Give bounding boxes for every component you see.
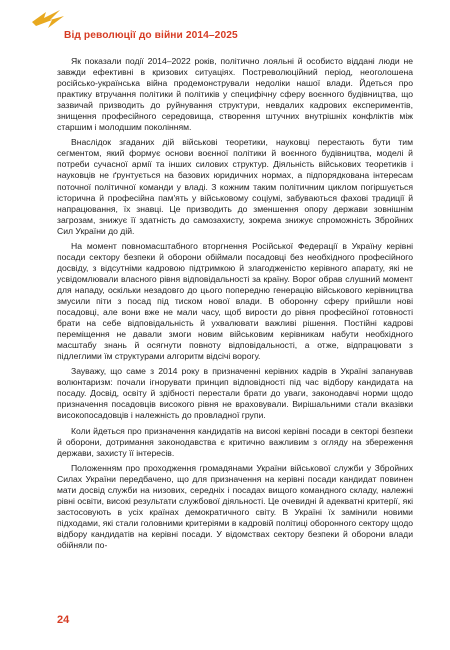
paragraph-4: Зауважу, що саме з 2014 року в призначенні керівних кадрів в Україні запанував волюнтаризм: почали ігнорувати принцип відповідності під час відбору кандидата на посаду. Досвід, освіту й здібності перестали брати до уваги, законодавчі норми щодо призначення посадовців високого рівня не враховували. Вирішальними стали вказівки високопосадовців і належність до провладної групи. xyxy=(57,366,413,421)
paragraph-5: Коли йдеться про призначення кандидатів на високі керівні посади в секторі безпеки й оборони, дотримання законодавства є критично важливим з огляду на збереження держави, захисту її інтересів. xyxy=(57,425,413,458)
page-number: 24 xyxy=(57,614,70,626)
paragraph-3: На момент повномасштабного вторгнення Російської Федерації в Україну керівні посади сектору безпеки й оборони обіймали посадовці без необхідного професійного досвіду, з відсутніми кадровою підтримкою й злагодженістю керівного апарату, які не усвідомлювали власного рівня відповідальності за країну. Ворог обрав слушний момент для нападу, оскільки незадовго до цього попередню генерацію військового керівництва змусили піти з посад під тиском нової влади. В оборонну сферу прийшли нові посадовці, але вони вже не мали часу, щоб вирости до рівня професійної готовності брати на себе відповідальність й ухвалювати важливі рішення. Постійні кадрові переміщення не давали змоги новим військовим керівникам набути необхідного масштабу знань й осягнути повноту відповідальності, а отже, відпрацювати з підлеглими їм структурами алгоритм відсічі ворогу. xyxy=(57,240,413,362)
publisher-logo-icon xyxy=(30,8,66,30)
paragraph-6: Положенням про проходження громадянами України військової служби у Збройних Силах України передбачено, що для призначення на керівні посади кандидат повинен мати досвід служби на низових, середніх і посадах вищого командного складу, належні рівні освіти, високі результати службової діяльності. Це очевидні й адекватні критерії, які застосовують в усіх країнах демократичного світу. В Україні їх замінили новими підходами, які стали головними критеріями в кадровій політиці оборонного сектору щодо відбору кандидатів на керівні посади. У відомствах сектору безпеки й оборони влади обійняли по- xyxy=(57,462,413,550)
body-text xyxy=(57,56,413,555)
paragraph-1: Як показали події 2014–2022 років, політично лояльні й особисто віддані люди не завжди ефективні в кризових ситуаціях. Постреволюційний період, неоголошена російсько-українська війна продемонстрували недоліки нашої влади. Йдеться про практику втручання політики й політиків у специфічну сферу воєнного будівництва, що зазвичай призводить до руйнування структури, невдалих кадрових експериментів, знищення професійного середовища, створення штучних внутрішніх конфліктів між старшим і молодшим поколінням. xyxy=(57,56,413,133)
running-header-title: Від революції до війни 2014–2025 xyxy=(64,30,238,41)
paragraph-2: Внаслідок згаданих дій військові теоретики, науковці перестають бути тим сегментом, який формує основи воєнної політики й воєнного будівництва, моделі й потреби сучасної армії та інших силових структур. Діяльність військових теоретиків і науковців не ґрунтується на базових юридичних нормах, а підпорядкована інтересам поточної політичної команди у владі. З кожним таким політичним циклом погіршується історична й професійна пам'ять у військовому соціумі, забуваються фахові традиції й напрацювання, їх знавці. Це призводить до зменшення опору держави зовнішнім загрозам, знижує її здатність до самозахисту, зокрема знижує спроможність Збройних Сил України до дій. xyxy=(57,137,413,236)
